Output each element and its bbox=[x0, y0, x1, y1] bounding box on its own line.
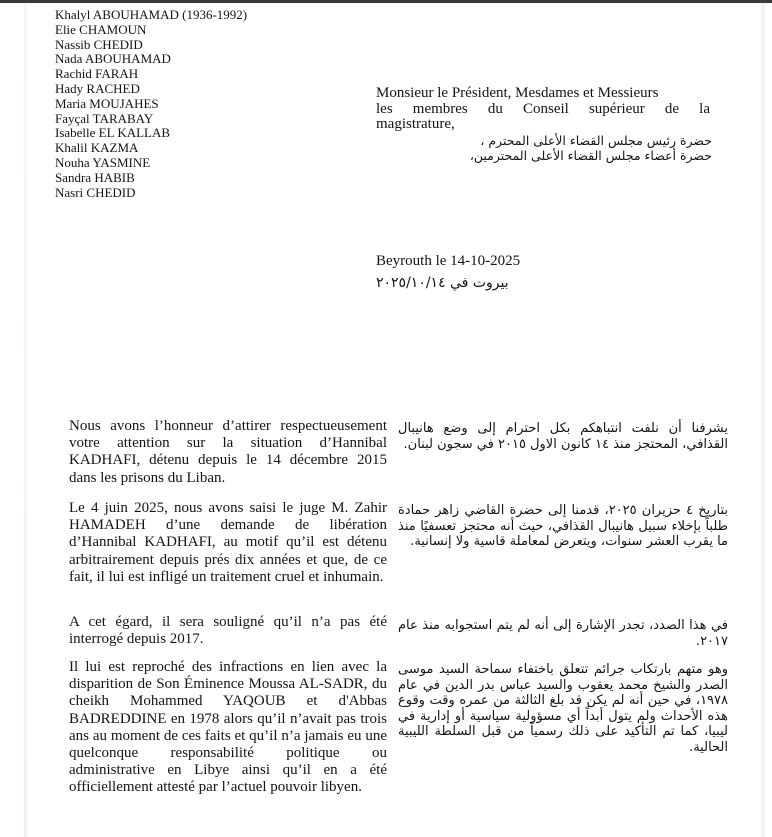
signatory: Khalil KAZMA bbox=[55, 140, 139, 156]
paragraph-4-ar: وهو متهم بارتكاب جرائم تتعلق باختفاء سماحة السيد موسى الصدر والشيخ محمد يعقوب والسيد عباس بدر الدين في عام ١٩٧٨، في حين أنه لم يكن قد بلغ الثالثة من عمره وقت وقوع هذه الأحداث ولم يتول أبداً أي مسؤولية سياسية أو إدارية في ليبيا، كما تم التأكيد على ذلك رسمياً من قبل السلطة الليبية الحالية. bbox=[398, 662, 728, 755]
date-fr: Beyrouth le 14-10-2025 bbox=[376, 253, 521, 269]
signatory: Nada ABOUHAMAD bbox=[55, 51, 171, 67]
date-block bbox=[376, 250, 520, 294]
paragraph-2-ar: بتاريخ ٤ حزيران ٢٠٢٥، قدمنا إلى حضرة القاضي زاهر حمادة طلباً بإخلاء سبيل هانيبال القذافي، حيث أنه محتجز تعسفيًا منذ ما يقرب العشر سنوات، ويتعرض لمعاملة قاسية ولا إنسانية. bbox=[398, 503, 728, 550]
paragraph-3-fr: A cet égard, il sera souligné qu’il n’a pas été interrogé depuis 2017. bbox=[69, 614, 387, 648]
page-left-edge bbox=[24, 3, 27, 837]
signatory: Nouha YASMINE bbox=[55, 154, 151, 170]
signatory: Fayçal TARABAY bbox=[55, 110, 154, 126]
recipient-ar-line-1: حضرة رئيس مجلس القضاء الأعلى المحترم ، bbox=[480, 132, 712, 148]
paragraph-2-fr: Le 4 juin 2025, nous avons saisi le juge M. Zahir HAMADEH d’une demande de libération d’Hannibal KADHAFI, au motif qu’il est détenu arbitrairement depuis prés dix années et que, de ce fait, il lui est infligé un traitement cruel et inhumain. bbox=[69, 500, 387, 585]
recipient-ar-line-2: حضرة أعضاء مجلس القضاء الأعلى المحترمين، bbox=[469, 147, 712, 163]
signatory: Rachid FARAH bbox=[55, 66, 139, 82]
signatory: Nasri CHEDID bbox=[55, 184, 136, 200]
paragraph-1-ar: يشرفنا أن نلفت انتباهكم بكل احترام إلى وضع هانيبال القذافي، المحتجز منذ ١٤ كانون الاول ٢٠١٥ في سجون لبنان. bbox=[398, 421, 728, 452]
signatory: Khalyl ABOUHAMAD (1936-1992) bbox=[55, 7, 248, 22]
recipient-fr-line-2: les membres du Conseil supérieur de la bbox=[376, 100, 710, 117]
signatory: Isabelle EL KALLAB bbox=[55, 125, 171, 141]
signatory: Maria MOUJAHES bbox=[55, 95, 159, 111]
date-ar: بيروت في ٢٠٢٥/١٠/١٤ bbox=[376, 275, 509, 291]
signatory: Elie CHAMOUN bbox=[55, 21, 147, 37]
recipient-fr-line-3: magistrature, bbox=[376, 116, 455, 132]
signatory: Nassib CHEDID bbox=[55, 36, 143, 52]
window-top-edge bbox=[0, 0, 772, 3]
signatory: Sandra HABIB bbox=[55, 169, 135, 185]
page-right-edge bbox=[761, 3, 765, 837]
recipient-block bbox=[376, 86, 710, 163]
recipient-fr-line-1: Monsieur le Président, Mesdames et Messieurs bbox=[376, 85, 659, 101]
signatory: Hady RACHED bbox=[55, 80, 140, 96]
paragraph-3-ar: في هذا الصدد، تجدر الإشارة إلى أنه لم يتم استجوابه منذ عام ٢٠١٧. bbox=[398, 618, 728, 649]
paragraph-4-fr: Il lui est reproché des infractions en lien avec la disparition de Son Éminence Moussa AL-SADR, du cheikh Mohammed YAQOUB et d'Abbas BADREDDINE en 1978 alors qu’il n’avait pas trois ans au moment de ces faits et qu’il n’a jamais eu une quelconque responsabilité politique ou administrative en Libye ainsi qu’il en a été officiellement attesté par l’actuel pouvoir libyen. bbox=[69, 659, 387, 796]
signatories-list bbox=[55, 8, 247, 200]
paragraph-1-fr: Nous avons l’honneur d’attirer respectueusement votre attention sur la situation d’Hannibal KADHAFI, détenu depuis le 14 décembre 2015 dans les prisons du Liban. bbox=[69, 418, 387, 486]
